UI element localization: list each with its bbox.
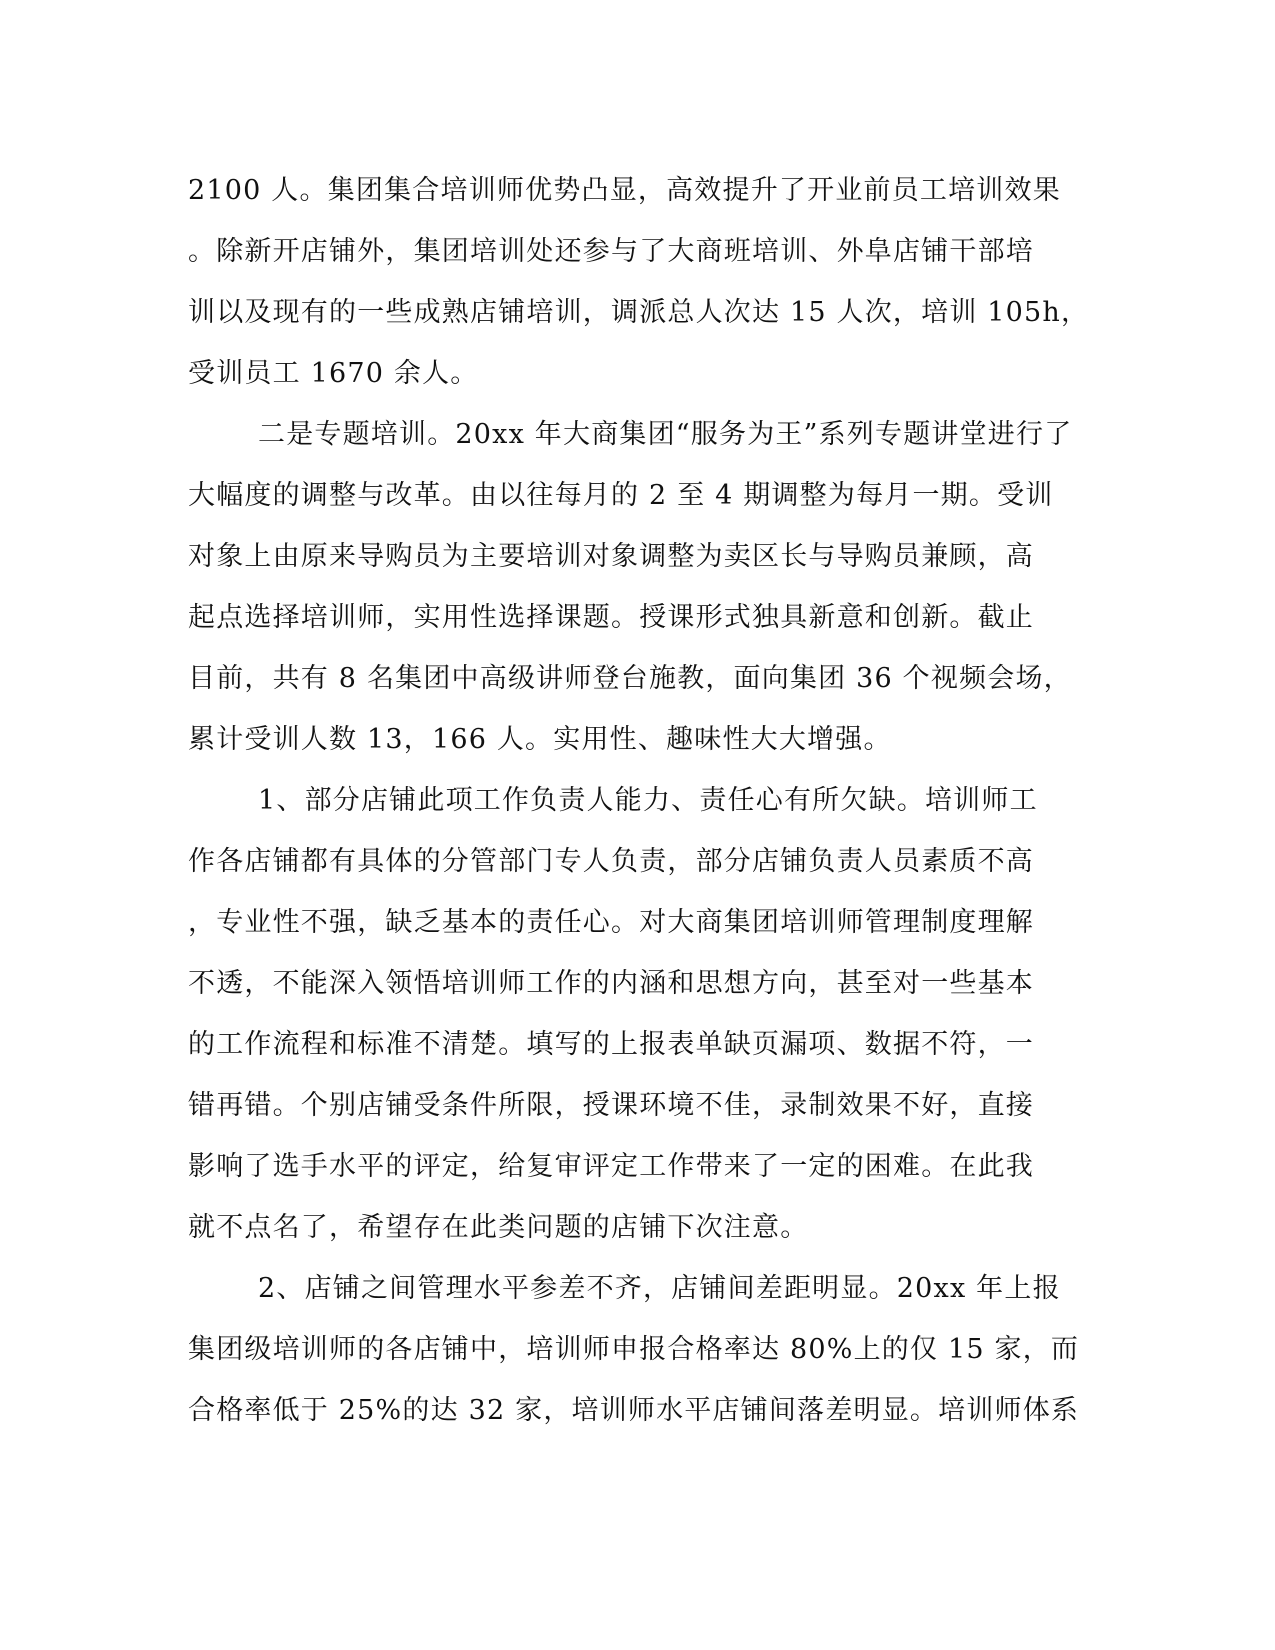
text-line: 受训员工 1670 余人。: [188, 358, 479, 389]
text-line: ，专业性不强，缺乏基本的责任心。对大商集团培训师管理制度理解: [188, 907, 1034, 938]
text-line: 错再错。个别店铺受条件所限，授课环境不佳，录制效果不好，直接: [188, 1090, 1034, 1121]
text-line: 对象上由原来导购员为主要培训对象调整为卖区长与导购员兼顾，高: [188, 541, 1034, 572]
text-line: 目前，共有 8 名集团中高级讲师登台施教，面向集团 36 个视频会场，: [188, 663, 1072, 694]
text-line: 作各店铺都有具体的分管部门专人负责，部分店铺负责人员素质不高: [188, 846, 1034, 877]
text-line: 2100 人。集团集合培训师优势凸显，高效提升了开业前员工培训效果: [188, 175, 1061, 206]
text-line: 不透，不能深入领悟培训师工作的内涵和思想方向，甚至对一些基本: [188, 968, 1034, 999]
text-line: 影响了选手水平的评定，给复审评定工作带来了一定的困难。在此我: [188, 1151, 1034, 1182]
paragraph-start-line: 1、部分店铺此项工作负责人能力、责任心有所欠缺。培训师工: [258, 785, 1038, 816]
text-line: 。除新开店铺外，集团培训处还参与了大商班培训、外阜店铺干部培: [188, 236, 1034, 267]
text-line: 训以及现有的一些成熟店铺培训，调派总人次达 15 人次，培训 105h，: [188, 297, 1090, 328]
paragraph-start-line: 二是专题培训。20xx 年大商集团“服务为王”系列专题讲堂进行了: [258, 419, 1073, 450]
text-line: 合格率低于 25%的达 32 家，培训师水平店铺间落差明显。培训师体系: [188, 1395, 1080, 1426]
text-line: 集团级培训师的各店铺中，培训师申报合格率达 80%上的仅 15 家，而: [188, 1334, 1080, 1365]
text-line: 就不点名了，希望存在此类问题的店铺下次注意。: [188, 1212, 809, 1243]
text-line: 起点选择培训师，实用性选择课题。授课形式独具新意和创新。截止: [188, 602, 1034, 633]
body-text: [188, 160, 1090, 1441]
text-line: 大幅度的调整与改革。由以往每月的 2 至 4 期调整为每月一期。受训: [188, 480, 1054, 511]
text-line: 的工作流程和标准不清楚。填写的上报表单缺页漏项、数据不符，一: [188, 1029, 1034, 1060]
text-line: 累计受训人数 13，166 人。实用性、趣味性大大增强。: [188, 724, 892, 755]
paragraph-start-line: 2、店铺之间管理水平参差不齐，店铺间差距明显。20xx 年上报: [258, 1273, 1061, 1304]
